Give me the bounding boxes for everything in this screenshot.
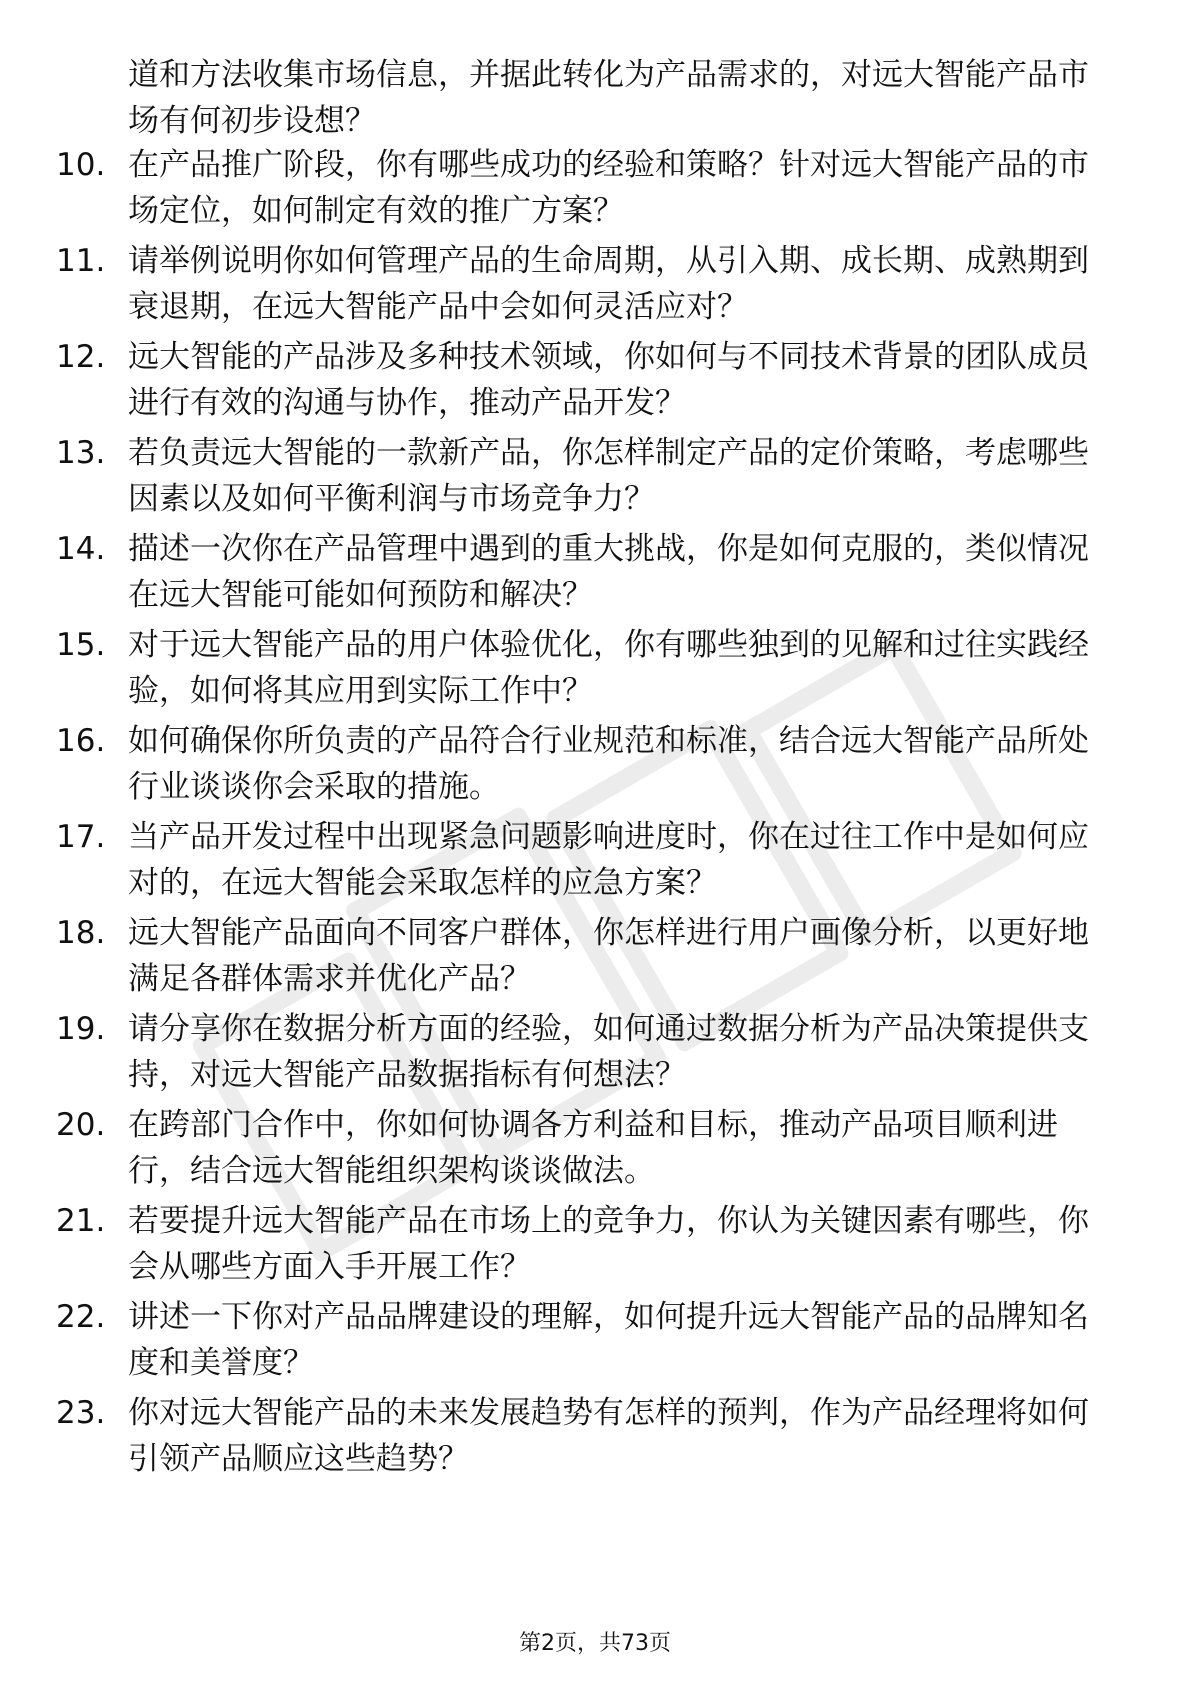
question-text: 在产品推广阶段，你有哪些成功的经验和策略？针对远大智能产品的市场定位，如何制定有效的推广方案？ [128,147,1089,229]
question-number: 15. [56,627,106,663]
question-text: 当产品开发过程中出现紧急问题影响进度时，你在过往工作中是如何应对的，在远大智能会采取怎样的应急方案？ [128,819,1089,901]
question-number: 19. [56,1011,106,1047]
question-number: 22. [56,1299,106,1335]
question-text: 描述一次你在产品管理中遇到的重大挑战，你是如何克服的，类似情况在远大智能可能如何预防和解决？ [128,531,1089,613]
question-text: 如何确保你所负责的产品符合行业规范和标准，结合远大智能产品所处行业谈谈你会采取的措施。 [128,723,1089,805]
question-text: 讲述一下你对产品品牌建设的理解，如何提升远大智能产品的品牌知名度和美誉度？ [128,1299,1089,1381]
question-number: 12. [56,339,106,375]
question-text: 远大智能产品面向不同客户群体，你怎样进行用户画像分析，以更好地满足各群体需求并优化产品？ [128,915,1089,997]
question-text: 若负责远大智能的一款新产品，你怎样制定产品的定价策略，考虑哪些因素以及如何平衡利润与市场竞争力？ [128,435,1089,517]
question-text: 你对远大智能产品的未来发展趋势有怎样的预判，作为产品经理将如何引领产品顺应这些趋势？ [128,1395,1089,1477]
question-text: 若要提升远大智能产品在市场上的竞争力，你认为关键因素有哪些，你会从哪些方面入手开展工作？ [128,1203,1089,1285]
question-number: 11. [56,243,106,279]
question-number: 23. [56,1395,106,1431]
question-number: 18. [56,915,106,951]
question-number: 20. [56,1107,106,1143]
question-number: 16. [56,723,106,759]
question-number: 13. [56,435,106,471]
question-text: 对于远大智能产品的用户体验优化，你有哪些独到的见解和过往实践经验，如何将其应用到实际工作中？ [128,627,1089,709]
question-number: 14. [56,531,106,567]
continued-question-text: 道和方法收集市场信息，并据此转化为产品需求的，对远大智能产品市场有何初步设想？ [128,57,1089,139]
question-text: 远大智能的产品涉及多种技术领域，你如何与不同技术背景的团队成员进行有效的沟通与协作，推动产品开发？ [128,339,1089,421]
question-number: 10. [56,147,106,183]
question-text: 在跨部门合作中，你如何协调各方利益和目标，推动产品项目顺利进行，结合远大智能组织架构谈谈做法。 [128,1107,1058,1189]
question-number: 21. [56,1203,106,1239]
question-text: 请举例说明你如何管理产品的生命周期，从引入期、成长期、成熟期到衰退期，在远大智能产品中会如何灵活应对？ [128,243,1089,325]
question-number: 17. [56,819,106,855]
page-footer: 第2页，共73页 [519,1631,671,1656]
question-text: 请分享你在数据分析方面的经验，如何通过数据分析为产品决策提供支持，对远大智能产品数据指标有何想法？ [128,1011,1089,1093]
